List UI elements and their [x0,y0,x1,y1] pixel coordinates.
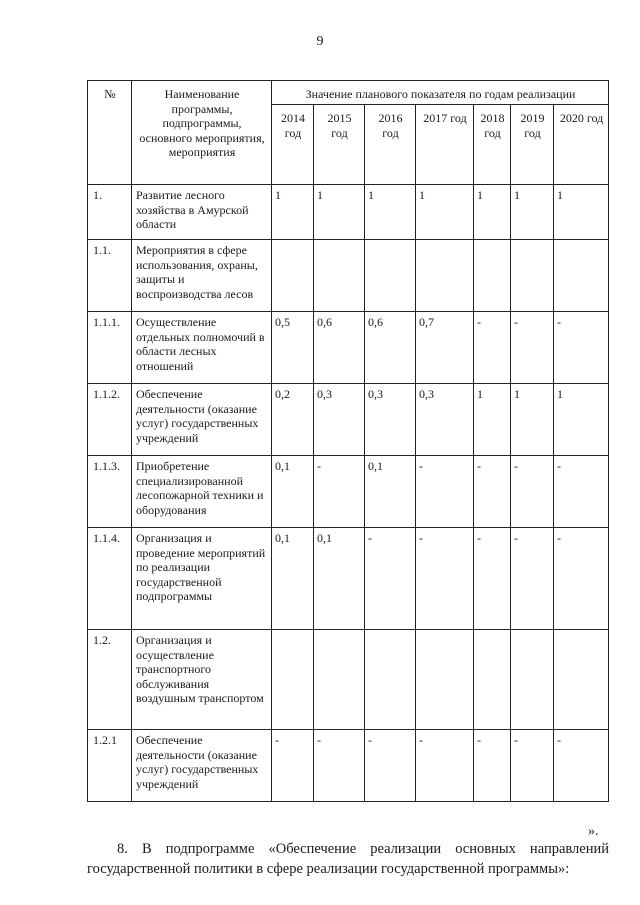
row-value: 1 [365,185,416,240]
row-name: Организация и проведение мероприятий по реализации государственной подпрограммы [132,528,272,630]
row-value: 0,1 [314,528,365,630]
row-name: Развитие лесного хозяйства в Амурской области [132,185,272,240]
row-value: 0,6 [314,312,365,384]
row-value [365,630,416,730]
row-value [416,240,474,312]
row-value [554,630,609,730]
row-value [511,240,554,312]
row-value: 1 [554,384,609,456]
row-value: - [365,730,416,802]
row-value: - [365,528,416,630]
row-value: - [474,730,511,802]
row-value: 0,3 [365,384,416,456]
amendment-text: 8. В подпрограмме «Обеспечение реализации основных направлений государственной политики в сфере реализации государственной программы»: [87,841,609,877]
header-year: 2016 год [365,105,416,185]
row-value: - [554,528,609,630]
row-name: Организация и осуществление транспортного обслуживания воздушным транспортом [132,630,272,730]
row-value: - [511,312,554,384]
row-value: - [416,456,474,528]
table-row [88,185,609,240]
row-value [314,630,365,730]
header-name: Наименование программы, подпрограммы, основного мероприятия, мероприятия [132,81,272,185]
row-value: 0,2 [272,384,314,456]
row-value [474,240,511,312]
row-value: - [416,730,474,802]
row-value [474,630,511,730]
row-name: Обеспечение деятельности (оказание услуг) государственных учреждений [132,384,272,456]
row-name: Осуществление отдельных полномочий в области лесных отношений [132,312,272,384]
row-value: 1 [474,384,511,456]
row-value: - [474,456,511,528]
row-value: - [554,456,609,528]
row-value [554,240,609,312]
header-year: 2018 год [474,105,511,185]
header-year: 2015 год [314,105,365,185]
row-value: - [474,312,511,384]
row-value: 1 [272,185,314,240]
row-number: 1.1.3. [88,456,132,528]
row-number: 1.1. [88,240,132,312]
row-value [314,240,365,312]
row-value: 0,5 [272,312,314,384]
row-value: 0,3 [416,384,474,456]
row-value: 1 [474,185,511,240]
header-years-group: Значение планового показателя по годам реализации [272,81,609,105]
row-value: - [474,528,511,630]
row-value: - [511,730,554,802]
row-number: 1.1.1. [88,312,132,384]
page-number: 9 [316,34,324,49]
row-number: 1.1.2. [88,384,132,456]
row-value [272,630,314,730]
table-row [88,528,609,630]
row-value: 1 [511,185,554,240]
row-value: 1 [554,185,609,240]
table-row [88,240,609,312]
row-value: - [314,730,365,802]
row-value: 0,1 [365,456,416,528]
row-value: - [272,730,314,802]
table-row [88,456,609,528]
row-value [365,240,416,312]
table-row [88,312,609,384]
plan-indicators-table [87,80,609,802]
header-year: 2020 год [554,105,609,185]
row-value: 1 [314,185,365,240]
row-name: Приобретение специализированной лесопожарной техники и оборудования [132,456,272,528]
row-value [416,630,474,730]
header-year: 2014 год [272,105,314,185]
table-row [88,730,609,802]
header-year: 2017 год [416,105,474,185]
row-value: 0,6 [365,312,416,384]
row-number: 1. [88,185,132,240]
row-value: 0,1 [272,456,314,528]
row-number: 1.2.1 [88,730,132,802]
row-number: 1.2. [88,630,132,730]
closing-quote: ». [588,824,599,839]
row-value: - [314,456,365,528]
row-name: Мероприятия в сфере использования, охраны, защиты и воспроизводства лесов [132,240,272,312]
row-value: - [416,528,474,630]
row-value: 0,1 [272,528,314,630]
amendment-paragraph [87,839,609,879]
row-value [272,240,314,312]
row-number: 1.1.4. [88,528,132,630]
row-value: - [554,730,609,802]
row-value [511,630,554,730]
row-value: 0,7 [416,312,474,384]
row-value: - [511,528,554,630]
row-value: 0,3 [314,384,365,456]
row-name: Обеспечение деятельности (оказание услуг) государственных учреждений [132,730,272,802]
row-value: 1 [416,185,474,240]
header-number: № [88,81,132,185]
header-year: 2019 год [511,105,554,185]
table-row [88,384,609,456]
row-value: - [511,456,554,528]
row-value: - [554,312,609,384]
row-value: 1 [511,384,554,456]
table-row [88,630,609,730]
